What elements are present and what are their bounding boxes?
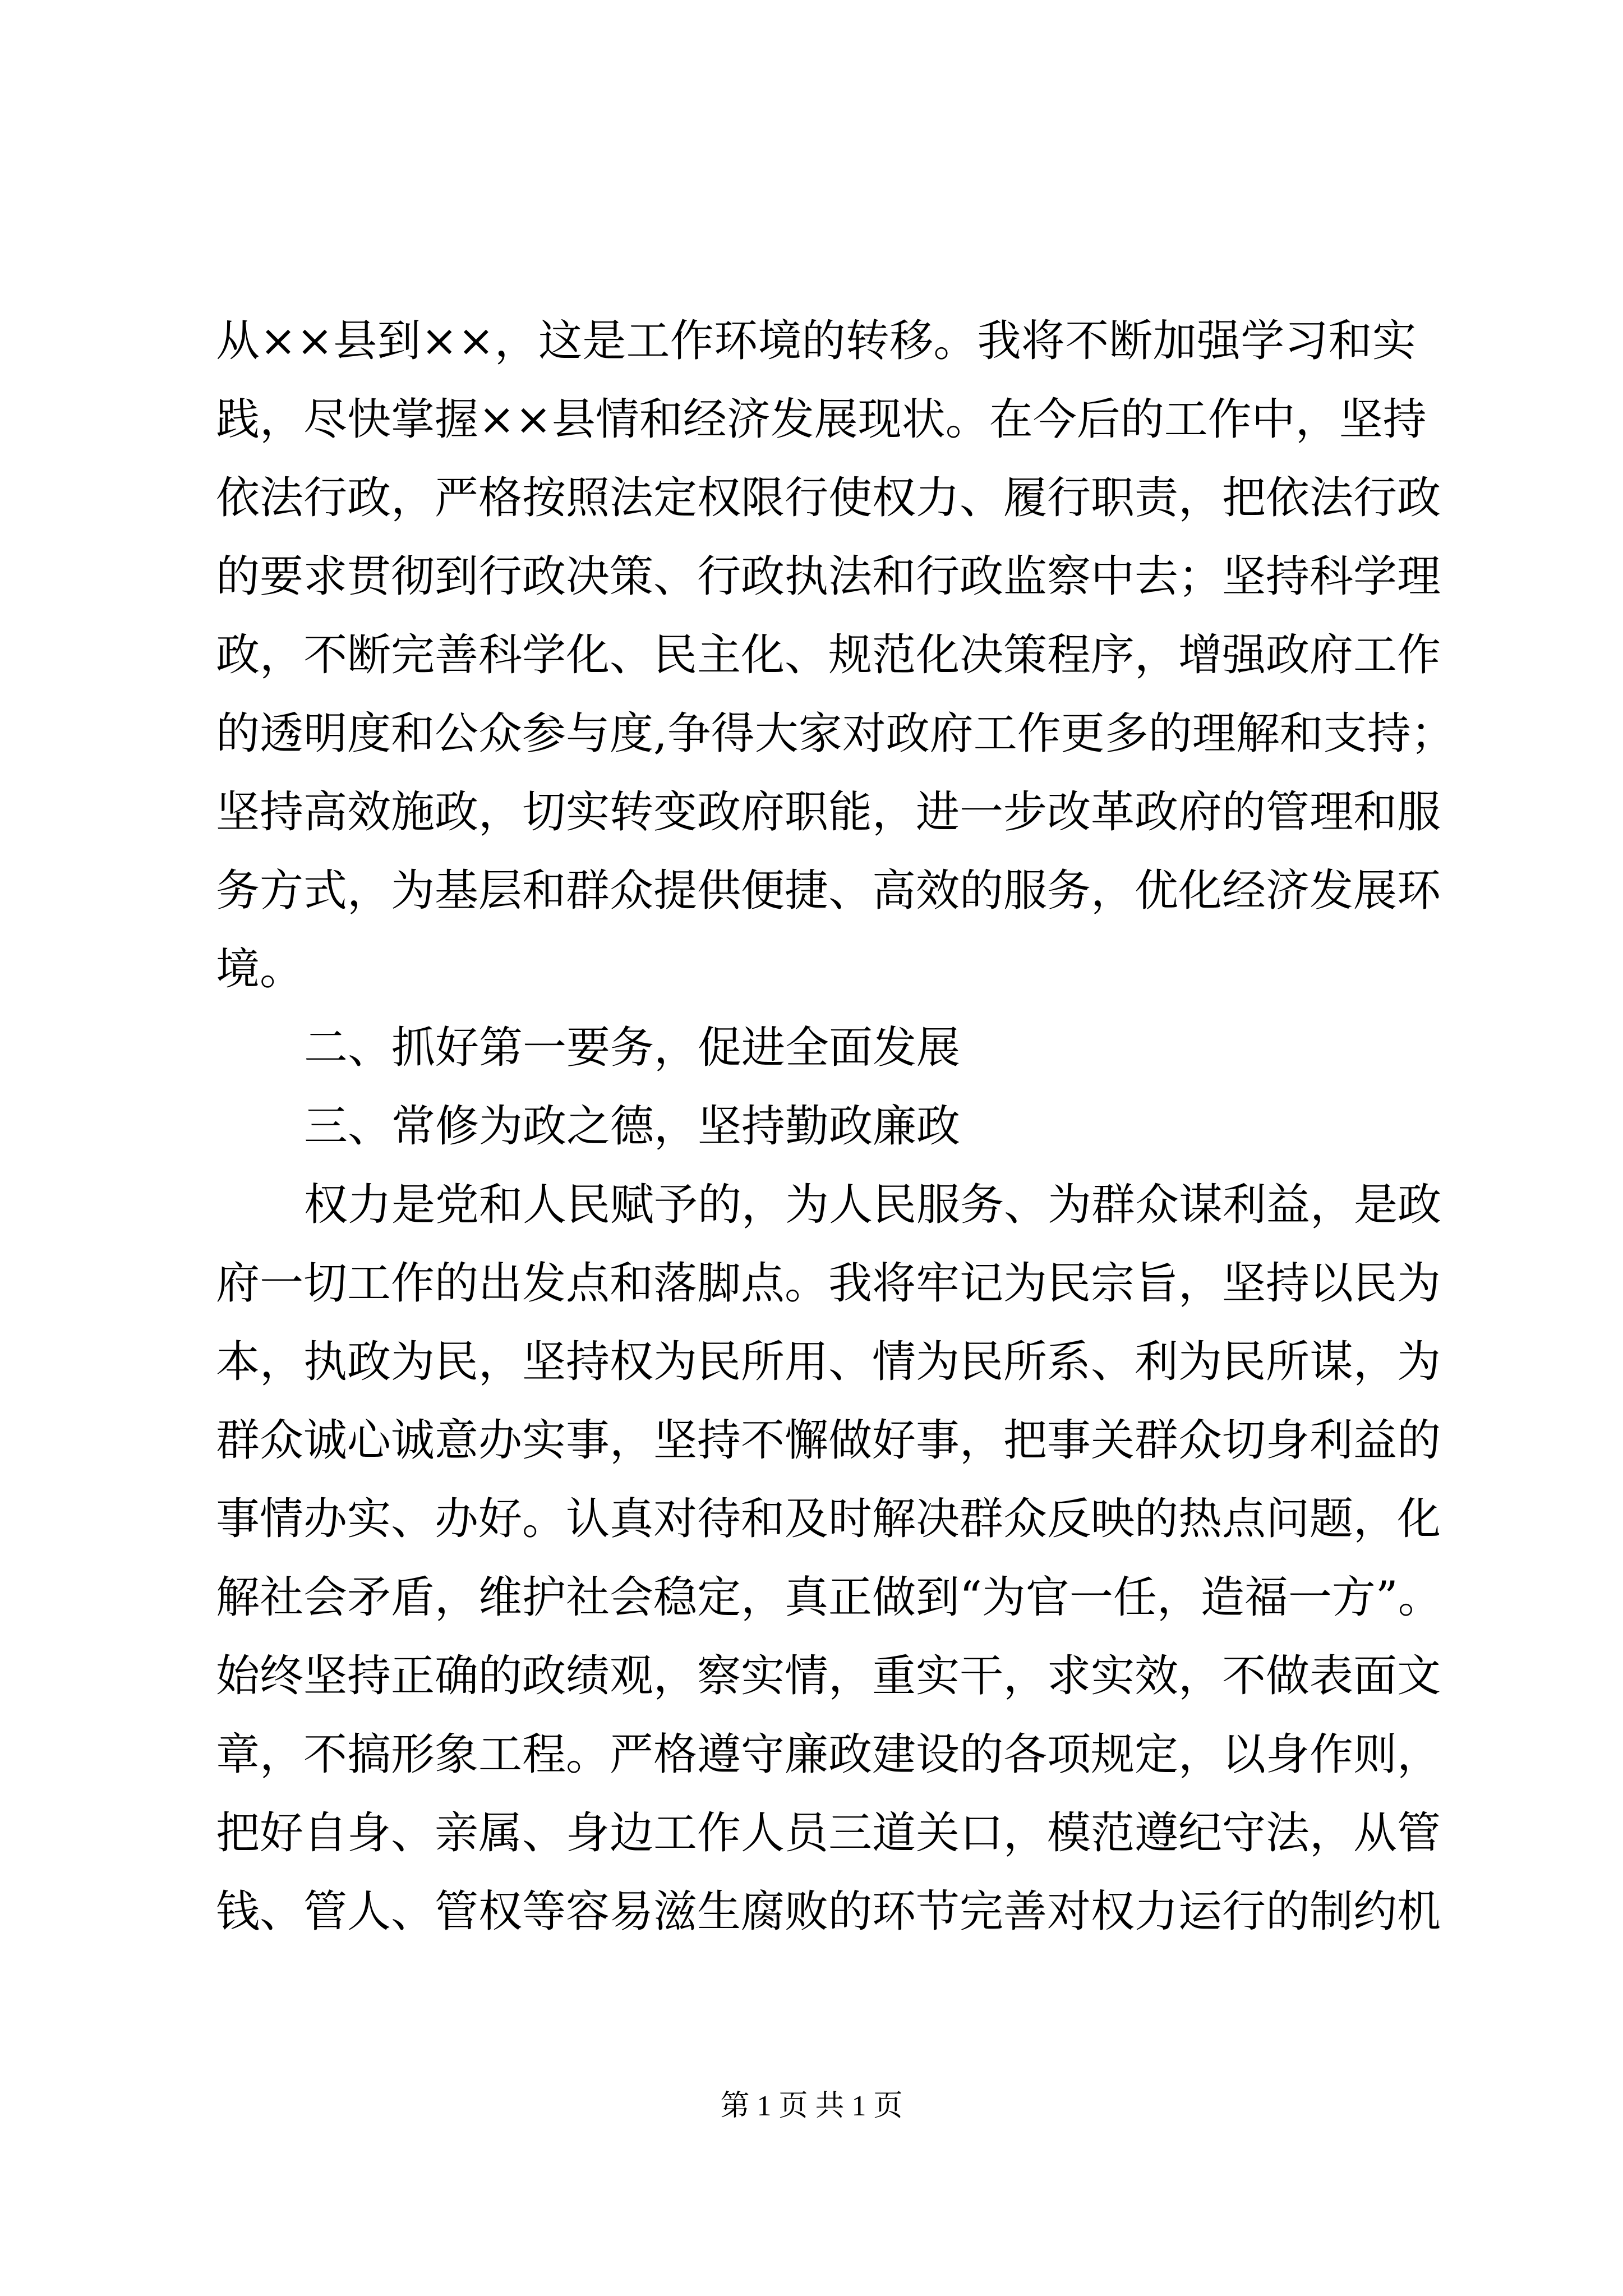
paragraph-line-2: 践，尽快掌握××县情和经济发展现状。在今后的工作中，坚持 <box>216 394 1427 445</box>
paragraph-line-5: 政，不断完善科学化、民主化、规范化决策程序，增强政府工作 <box>216 630 1441 680</box>
paragraph-line-15: 群众诚心诚意办实事，坚持不懈做好事，把事关群众切身利益的 <box>216 1415 1441 1466</box>
paragraph-line-16: 事情办实、办好。认真对待和及时解决群众反映的热点问题，化 <box>216 1494 1441 1544</box>
paragraph-line-14: 本，执政为民，坚持权为民所用、情为民所系、利为民所谋，为 <box>216 1337 1441 1387</box>
paragraph-line-12: 权力是党和人民赋予的，为人民服务、为群众谋利益，是政 <box>304 1180 1442 1230</box>
paragraph-line-17: 解社会矛盾，维护社会稳定，真正做到“为官一任，造福一方”。 <box>216 1572 1442 1623</box>
paragraph-line-21: 钱、管人、管权等容易滋生腐败的环节完善对权力运行的制约机 <box>216 1887 1441 1937</box>
paragraph-line-20: 把好自身、亲属、身边工作人员三道关口，模范遵纪守法，从管 <box>216 1808 1441 1858</box>
paragraph-line-19: 章，不搞形象工程。严格遵守廉政建设的各项规定，以身作则， <box>216 1729 1441 1780</box>
paragraph-line-4: 的要求贯彻到行政决策、行政执法和行政监察中去；坚持科学理 <box>216 551 1441 602</box>
paragraph-line-9: 境。 <box>216 944 304 995</box>
paragraph-line-3: 依法行政，严格按照法定权限行使权力、履行职责，把依法行政 <box>216 473 1441 523</box>
paragraph-line-8: 务方式，为基层和群众提供便捷、高效的服务，优化经济发展环 <box>216 866 1441 916</box>
page-footer <box>0 2087 1623 2126</box>
page-number-label: 第 1 页 共 1 页 <box>720 2090 903 2122</box>
paragraph-line-18: 始终坚持正确的政绩观，察实情，重实干，求实效，不做表面文 <box>216 1651 1441 1701</box>
paragraph-line-7: 坚持高效施政，切实转变政府职能，进一步改革政府的管理和服 <box>216 787 1441 838</box>
paragraph-line-6: 的透明度和公众参与度,争得大家对政府工作更多的理解和支持； <box>216 708 1455 759</box>
document-body <box>216 307 1455 1957</box>
section-heading-3: 三、常修为政之德，坚持勤政廉政 <box>304 1101 961 1152</box>
section-heading-2: 二、抓好第一要务，促进全面发展 <box>304 1023 961 1073</box>
paragraph-line-1: 从××县到××，这是工作环境的转移。我将不断加强学习和实 <box>216 316 1416 366</box>
paragraph-line-13: 府一切工作的出发点和落脚点。我将牢记为民宗旨，坚持以民为 <box>216 1258 1441 1309</box>
